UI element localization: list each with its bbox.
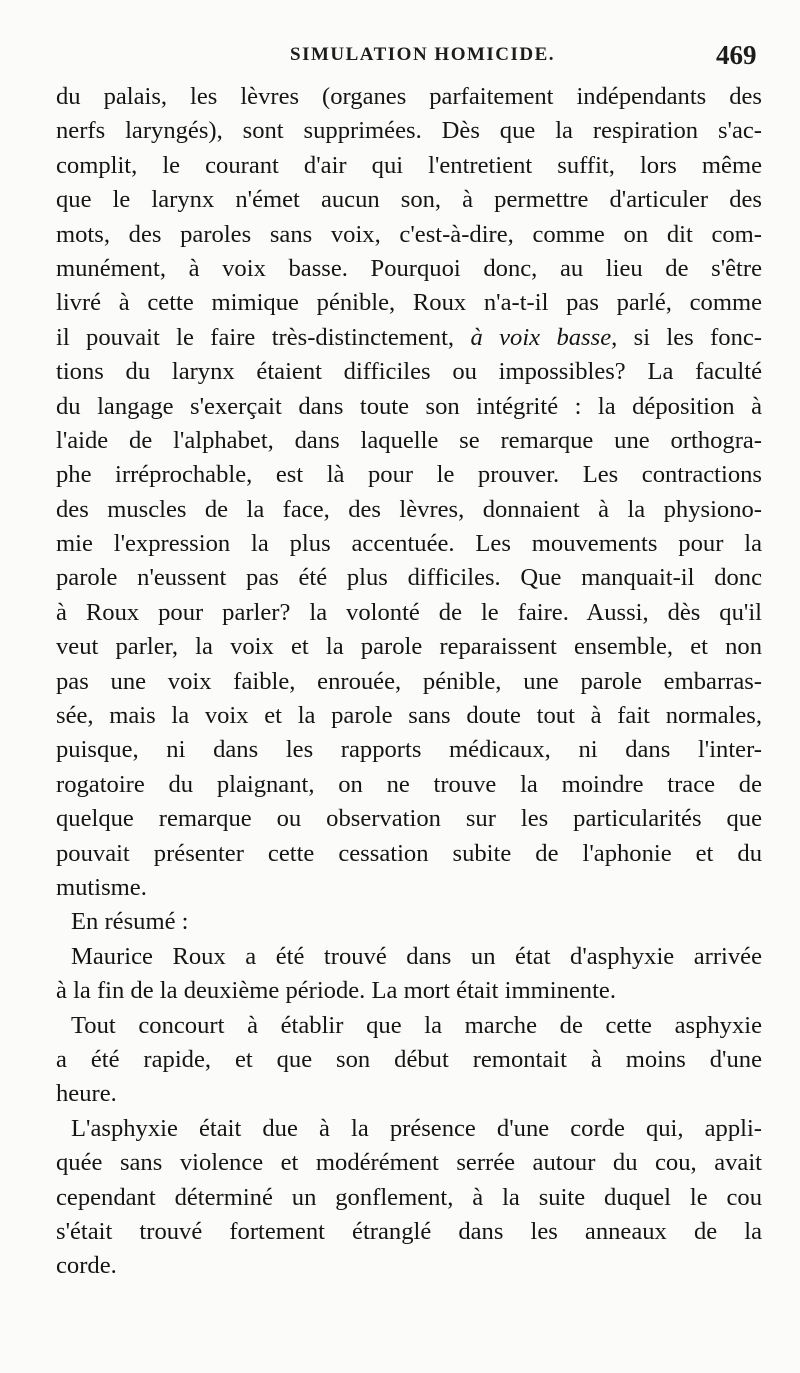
text-line: pouvait présenter cette cessation subite de l'aphonie et du [56,839,762,867]
text-line: mie l'expression la plus accentuée. Les mouvements pour la [56,530,762,558]
paragraph-line: corde. [56,1252,117,1280]
text-line: tions du larynx étaient difficiles ou impossibles? La faculté [56,358,762,386]
text-line: des muscles de la face, des lèvres, donnaient à la physiono- [56,495,762,523]
text-line: que le larynx n'émet aucun son, à permettre d'articuler des [56,186,762,214]
text-line: veut parler, la voix et la parole reparaissent ensemble, et non [56,633,762,661]
italic-phrase: à voix basse [470,323,612,351]
text-fragment: il pouvait le faire très-distinctement, [56,323,471,351]
text-line: nerfs laryngés), sont supprimées. Dès que la respiration s'ac- [56,117,762,145]
text-line: du langage s'exerçait dans toute son intégrité : la déposition à [56,392,762,420]
summary-heading: En résumé : [71,908,189,936]
paragraph-line: heure. [56,1080,117,1108]
text-line: complit, le courant d'air qui l'entretient suffit, lors même [56,151,762,179]
running-title: SIMULATION HOMICIDE. [290,44,556,65]
paragraph-line: L'asphyxie était due à la présence d'une corde qui, appli- [71,1114,762,1142]
text-line: rogatoire du plaignant, on ne trouve la moindre trace de [56,770,762,798]
running-head [0,40,800,80]
text-line: pas une voix faible, enrouée, pénible, une parole embarras- [56,667,762,695]
text-line: sée, mais la voix et la parole sans doute tout à fait normales, [56,702,762,730]
text-line: phe irréprochable, est là pour le prouver. Les contractions [56,461,762,489]
text-fragment: , si les fonc- [611,323,762,351]
text-line: livré à cette mimique pénible, Roux n'a-t-il pas parlé, comme [56,289,762,317]
text-line: quelque remarque ou observation sur les particularités que [56,805,762,833]
text-line: puisque, ni dans les rapports médicaux, ni dans l'inter- [56,736,762,764]
paragraph-line: cependant déterminé un gonflement, à la suite duquel le cou [56,1183,762,1211]
paragraph-line: Maurice Roux a été trouvé dans un état d'asphyxie arrivée [71,942,762,970]
paragraph-line: quée sans violence et modérément serrée autour du cou, avait [56,1149,762,1177]
text-line: mutisme. [56,873,147,901]
text-line: munément, à voix basse. Pourquoi donc, au lieu de s'être [56,254,762,282]
paragraph-line: Tout concourt à établir que la marche de cette asphyxie [71,1011,762,1039]
paragraph-line: s'était trouvé fortement étranglé dans les anneaux de la [56,1217,762,1245]
text-line: l'aide de l'alphabet, dans laquelle se remarque une orthogra- [56,426,762,454]
paragraph-line: à la fin de la deuxième période. La mort était imminente. [56,977,616,1005]
body-text [56,80,762,1284]
text-line: du palais, les lèvres (organes parfaitement indépendants des [56,83,762,110]
paragraph-line: a été rapide, et que son début remontait à moins d'une [56,1045,762,1073]
text-line: mots, des paroles sans voix, c'est-à-dire, comme on dit com- [56,220,762,248]
text-line: à Roux pour parler? la volonté de le faire. Aussi, dès qu'il [56,598,762,626]
text-line: parole n'eussent pas été plus difficiles. Que manquait-il donc [56,564,762,592]
page-number: 469 [716,40,757,70]
text-line-with-italic [56,321,762,355]
